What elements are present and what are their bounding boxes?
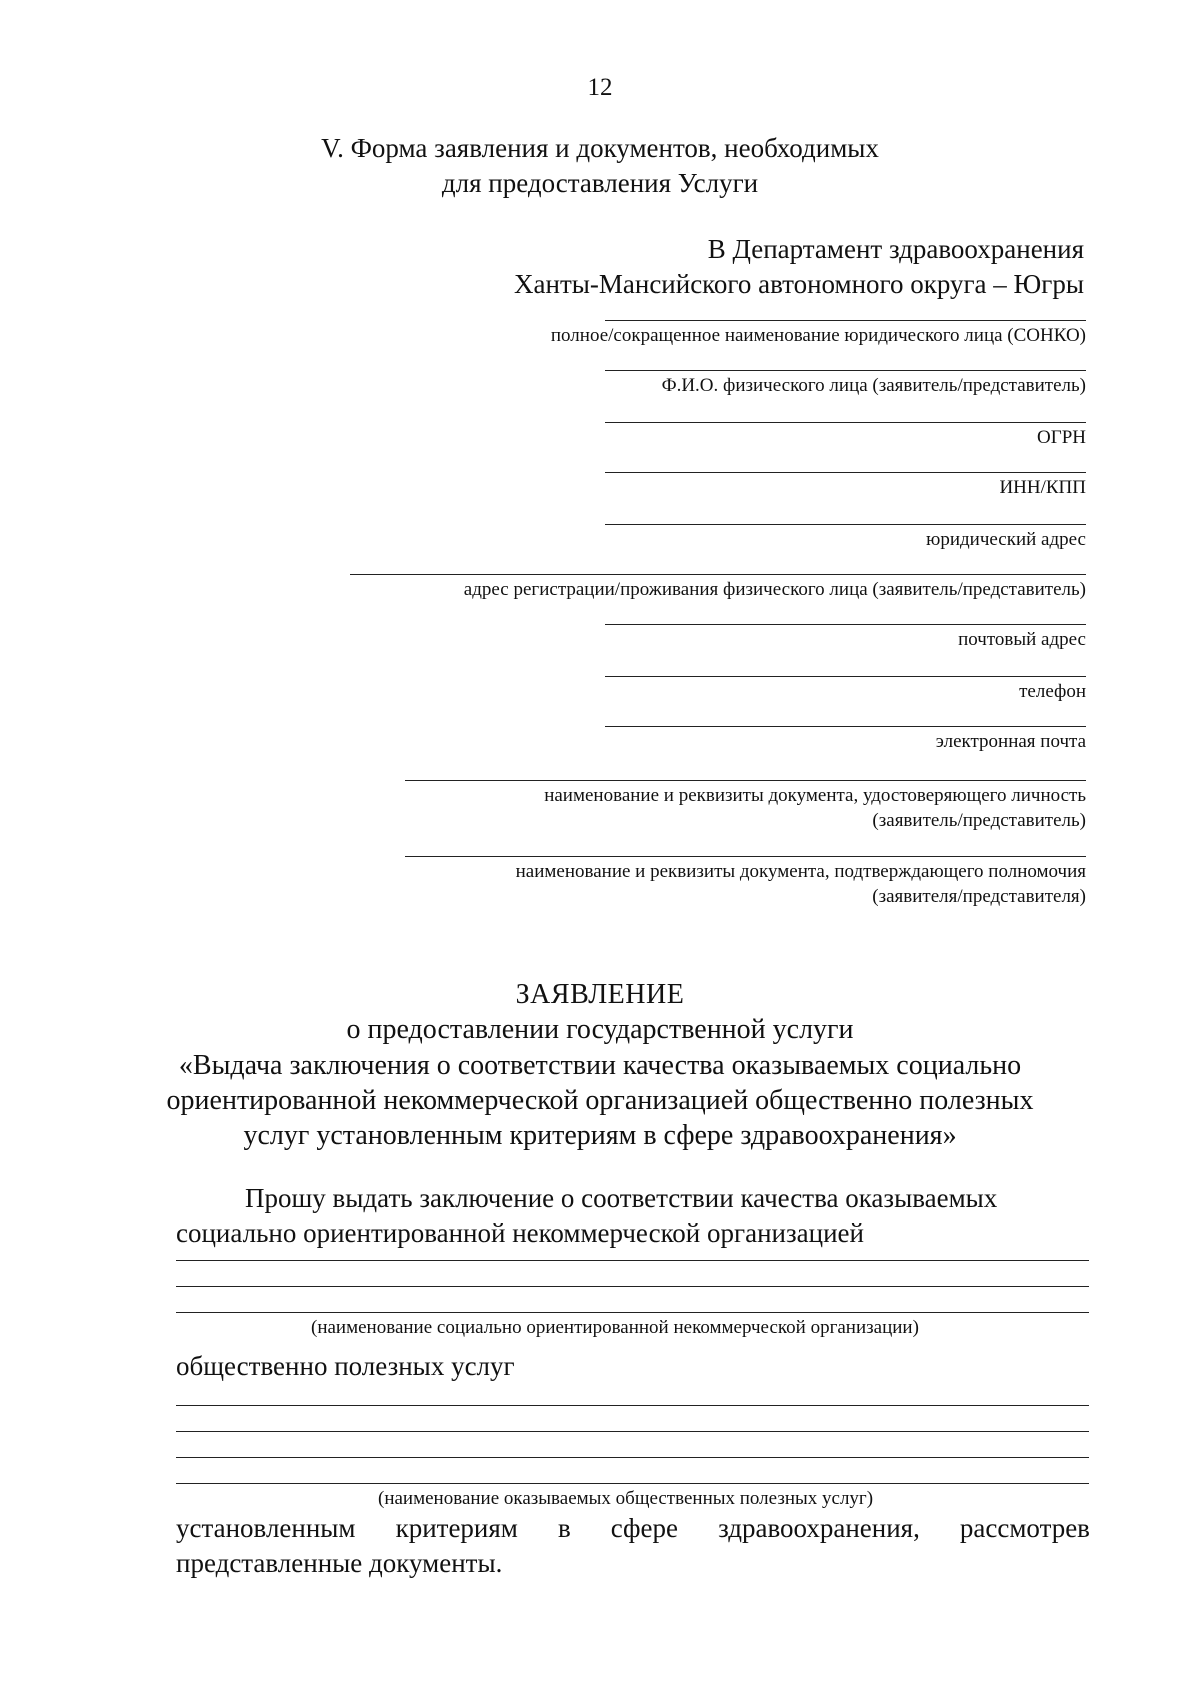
org-name-field-line-2[interactable] [176,1286,1089,1287]
legal-entity-name-field[interactable] [605,320,1086,321]
statement-subtitle-line-1: о предоставлении государственной услуги [346,1014,854,1045]
legal-address-field[interactable] [605,524,1086,525]
authority-document-caption-2: (заявителя/представителя) [872,886,1086,907]
registration-address-field[interactable] [350,574,1086,575]
registration-address-caption: адрес регистрации/проживания физического лица (заявитель/представитель) [463,579,1086,600]
ogrn-caption: ОГРН [1037,427,1086,448]
closing-text-line-1 [176,1511,1090,1545]
legal-entity-name-caption: полное/сокращенное наименование юридического лица (СОНКО) [550,325,1086,346]
org-name-caption: (наименование социально ориентированной некоммерческой организации) [311,1317,919,1338]
person-name-field[interactable] [605,370,1086,371]
services-label: общественно полезных услуг [176,1351,515,1381]
identity-document-field[interactable] [405,780,1086,781]
authority-document-field[interactable] [405,856,1086,857]
addressee-line-2: Ханты-Мансийского автономного округа – Югры [514,269,1084,299]
request-text-line-1: Прошу выдать заключение о соответствии качества оказываемых [245,1183,998,1213]
services-field-line-3[interactable] [176,1457,1089,1458]
identity-document-caption: наименование и реквизиты документа, удостоверяющего личность [544,785,1086,806]
legal-address-caption: юридический адрес [926,529,1086,550]
services-field-line-2[interactable] [176,1431,1089,1432]
inn-kpp-caption: ИНН/КПП [999,477,1086,498]
postal-address-caption: почтовый адрес [958,629,1086,650]
phone-field[interactable] [605,676,1086,677]
identity-document-caption-2: (заявитель/представитель) [872,810,1086,831]
closing-word: в [557,1513,571,1543]
statement-subtitle-line-3: ориентированной некоммерческой организацией общественно полезных [166,1085,1034,1116]
org-name-field-line-3[interactable] [176,1312,1089,1313]
phone-caption: телефон [1019,681,1086,702]
authority-document-caption: наименование и реквизиты документа, подтверждающего полномочия [515,861,1086,882]
inn-kpp-field[interactable] [605,472,1086,473]
section-title-line-1: V. Форма заявления и документов, необходимых [321,133,879,163]
org-name-field-line-1[interactable] [176,1260,1089,1261]
services-caption: (наименование оказываемых общественных полезных услуг) [378,1488,874,1509]
statement-title: ЗАЯВЛЕНИЕ [515,979,685,1010]
email-field[interactable] [605,726,1086,727]
statement-subtitle-line-2: «Выдача заключения о соответствии качества оказываемых социально [178,1050,1022,1081]
closing-word: критериям [395,1513,518,1543]
email-caption: электронная почта [935,731,1086,752]
postal-address-field[interactable] [605,624,1086,625]
ogrn-field[interactable] [605,422,1086,423]
services-field-line-4[interactable] [176,1483,1089,1484]
page-number: 12 [587,74,613,101]
request-text-line-2: социально ориентированной некоммерческой организацией [176,1218,864,1248]
addressee-line-1: В Департамент здравоохранения [707,234,1084,264]
closing-word: рассмотрев [959,1513,1090,1543]
closing-word: установленным [176,1513,356,1543]
person-name-caption: Ф.И.О. физического лица (заявитель/представитель) [661,375,1086,396]
section-title-line-2: для предоставления Услуги [441,168,759,198]
services-field-line-1[interactable] [176,1405,1089,1406]
closing-word: здравоохранения, [718,1513,920,1543]
closing-text-line-2: представленные документы. [176,1548,503,1578]
closing-word: сфере [610,1513,679,1543]
statement-subtitle-line-4: услуг установленным критериям в сфере здравоохранения» [243,1120,957,1151]
